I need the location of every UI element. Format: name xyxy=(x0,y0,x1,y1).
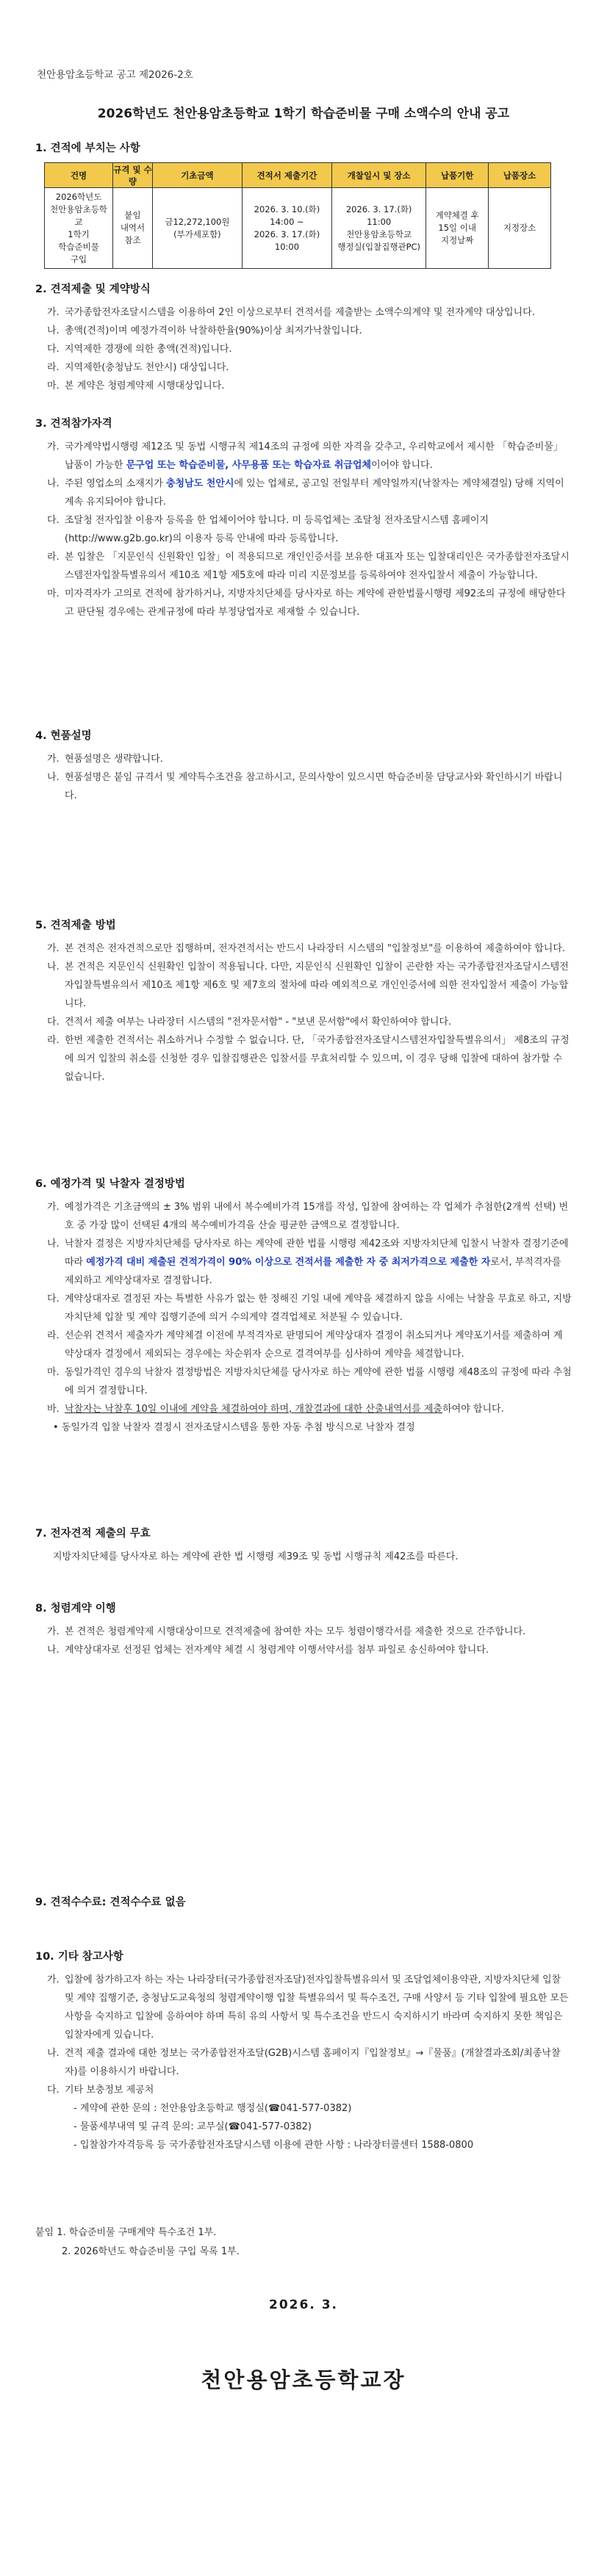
section-3-heading: 3. 견적참가자격 xyxy=(35,418,112,430)
col-name: 건명 xyxy=(45,163,113,188)
cell-line: 14:00 ~ xyxy=(270,216,304,227)
col-deadline: 납품기한 xyxy=(426,163,489,188)
cell-deadline xyxy=(426,188,489,269)
section-5-heading: 5. 견적제출 방법 xyxy=(35,920,116,931)
contact-line: - 입찰참가자격등록 등 국가종합전자조달시스템 이용에 관한 사항 : 나라장터콜센터 1588-0800 xyxy=(73,2140,474,2151)
item-marker: 가. xyxy=(47,441,60,452)
item-text: 견적서 제출 여부는 나라장터 시스템의 "전자문서함" - "보낸 문서함"에서 확인하여야 합니다. xyxy=(65,1017,452,1028)
item-marker: 나. xyxy=(47,962,60,973)
notice-number: 천안용암초등학교 공고 제2026-2호 xyxy=(37,69,193,81)
item-marker: 마. xyxy=(47,588,60,599)
col-opening: 개찰일시 및 장소 xyxy=(332,163,426,188)
item-marker: 마. xyxy=(47,380,60,392)
item-text: 에 있는 업체로, 공고일 전일부터 계약일까지(낙찰자는 계약체결일) 당해 지역이 계속 유지되어야 합니다. xyxy=(65,478,564,508)
item-text: 현품설명은 생략합니다. xyxy=(65,754,163,765)
section-6 xyxy=(35,1175,572,1437)
section-7-heading: 7. 전자견적 제출의 무효 xyxy=(35,1528,151,1540)
item-text: 선순위 견적서 제출자가 계약체결 이전에 부적격자로 판명되어 계약상대자 결정이 취소되거나 계약포기서를 제출하여 계약상대자 결정에서 제외되는 경우에는 차순위자 순으로 결격여부를 심사하여 계약을 체결합니다. xyxy=(65,1330,563,1360)
cell-line: 2026. 3. 17.(화) xyxy=(345,203,412,214)
cell-line: 1학기 xyxy=(68,228,90,239)
item-text: 로서, 부적격자를 제외하고 계약상대자로 결정합니다. xyxy=(65,1257,561,1286)
list-item xyxy=(35,1327,572,1363)
cell-line: 15일 이내 xyxy=(438,223,476,233)
item-text: 동일가격인 경우의 낙찰자 결정방법은 지방자치단체를 당사자로 하는 계약에 관한 법률 시행령 제48조의 규정에 따라 추첨에 의거 결정합니다. xyxy=(65,1367,572,1396)
item-text: 한번 제출한 견적서는 취소하거나 수정할 수 없습니다. 단, 「국가종합전자조달시스템전자입찰특별유의서」 제8조의 규정에 의거 입찰의 취소를 신청한 경우 입찰집행관은 입찰서를 무효처리할 수 있으며, 이 경우 당해 입찰에 대하여 참가할 수 없습니다. xyxy=(65,1035,570,1083)
list-item xyxy=(35,475,572,511)
highlight-text: 충청남도 천안시 xyxy=(166,478,234,489)
cell-line: 2026. 3. 10.(화) xyxy=(254,203,320,214)
section-9-heading: 9. 견적수수료: 견적수수료 없음 xyxy=(35,1897,186,1908)
section-8 xyxy=(35,1600,572,1659)
item-text: 미자격자가 고의로 견적에 참가하거나, 지방자치단체를 당사자로 하는 계약에 관한법률시행령 제92조의 규정에 해당한다고 판단될 경우에는 관계규정에 따라 부정당업자로 제재할 수 있습니다. xyxy=(65,588,566,618)
item-text: 기타 보충정보 제공처 xyxy=(65,2085,154,2096)
item-text: 견적 제출 결과에 대한 정보는 국가종합전자조달(G2B)시스템 홈페이지『입찰정보』→『물품』(개찰결과조회/최종낙찰자)를 이용하시기 바랍니다. xyxy=(65,2048,561,2077)
item-marker: 나. xyxy=(47,1238,60,1249)
list-item xyxy=(35,377,572,395)
cell-line: 천안용암초등학교 xyxy=(346,228,412,239)
item-text: 입찰에 참가하고자 하는 자는 나라장터(국가종합전자조달)전자입찰특별유의서 및 조달업체이용약관, 지방자치단체 입찰 및 계약 집행기준, 충청남도교육청의 청렴계약이행 입찰 특별유의서 및 특수조건, 구매 사양서 등 기타 입찰에 필요한 모든 사항을 숙지하고 입찰에 응하여야 하며 특히 유의 사항서 및 특수조건을 반드시 숙지하시기 바라며 숙지하지 못한 책임은 입찰자에게 있습니다. xyxy=(65,1974,569,2041)
item-text: 계약상대자로 선정된 업체는 전자계약 체결 시 청렴계약 이행서약서를 첨부 파일로 송신하여야 합니다. xyxy=(65,1645,489,1656)
col-price: 기초금액 xyxy=(152,163,242,188)
item-marker: 가. xyxy=(47,307,60,318)
item-marker: 라. xyxy=(47,1035,60,1046)
col-spec: 규격 및 수량 xyxy=(113,164,152,187)
contact-line: - 물품세부내역 및 규격 문의: 교무실(☎041-577-0382) xyxy=(73,2121,312,2132)
list-item xyxy=(35,1031,572,1086)
item-text: 지역제한 경쟁에 의한 총액(견적)입니다. xyxy=(65,344,232,355)
item-text: 조달청 전자입찰 이용자 등록을 한 업체이어야 합니다. 미 등록업체는 조달청 전자조달시스템 홈페이지(http://www.g2b.go.kr)의 이용자 등록 안내에 따라 등록합니다. xyxy=(65,515,489,544)
cell-line: 학습준비물 xyxy=(58,241,99,252)
list-item xyxy=(35,939,572,958)
cell-opening xyxy=(332,188,426,269)
item-marker: 다. xyxy=(47,515,60,526)
list-item xyxy=(35,585,572,621)
cell-line: 구입 xyxy=(70,253,87,264)
section-8-heading: 8. 청렴계약 이행 xyxy=(35,1603,116,1614)
list-item xyxy=(35,768,572,805)
list-item xyxy=(35,340,572,358)
item-text: 지역제한(충청남도 천안시) 대상입니다. xyxy=(65,362,229,373)
item-text: 본 견적은 지문인식 신원확인 입찰이 적용됩니다. 다만, 지문인식 신원확인 입찰이 곤란한 자는 국가종합전자조달시스템전자입찰특별유의서 제10조 제1항 제6호 및 제7호의 절차에 따라 예외적으로 개인인증서에 의한 전자입찰서 제출이 가능합니다. xyxy=(65,962,569,1009)
item-marker: 다. xyxy=(47,344,60,355)
item-marker: 가. xyxy=(47,1626,60,1637)
cell-period xyxy=(242,188,331,269)
list-item xyxy=(35,1641,572,1659)
item-marker: 나. xyxy=(47,2048,60,2059)
item-marker: 바. xyxy=(47,1404,60,1415)
list-item xyxy=(35,1013,572,1031)
item-marker: 가. xyxy=(47,1202,60,1213)
list-item xyxy=(35,1400,572,1418)
item-text: 본 입찰은 「지문인식 신원확인 입찰」이 적용되므로 개인인증서를 보유한 대표자 또는 입찰대리인은 국가종합전자조달시스템전자입찰특별유의서 제10조 제1항 제5호에 따라 미리 지문정보를 등록하여야 전자입찰서 제출이 가능합니다. xyxy=(65,552,570,581)
list-item xyxy=(35,958,572,1013)
list-item xyxy=(35,1971,572,2044)
list-item xyxy=(35,1290,572,1327)
cell-line: 행정실(입찰집행관PC) xyxy=(337,241,421,252)
list-item xyxy=(35,1623,572,1641)
cell-name xyxy=(45,188,113,269)
list-item xyxy=(35,2044,572,2081)
list-item xyxy=(35,322,572,340)
notice-date: 2026. 3. xyxy=(269,2298,338,2312)
item-marker: 라. xyxy=(47,362,60,373)
item-marker: 다. xyxy=(47,1017,60,1028)
item-marker: 나. xyxy=(47,325,60,336)
section-3 xyxy=(35,415,572,621)
attachments xyxy=(35,2223,240,2262)
item-text: 예정가격은 기초금액의 ± 3% 범위 내에서 복수예비가격 15개를 작성, 입찰에 참여하는 각 업체가 추첨한(2개씩 선택) 번호 중 가장 많이 선택된 4개의 복수예비가격을 산술 평균한 금액으로 결정합니다. xyxy=(65,1202,569,1231)
highlight-text: 예정가격 대비 제출된 견적가격이 90% 이상으로 견적서를 제출한 자 중 최저가격으로 제출한 자 xyxy=(86,1257,491,1268)
list-item xyxy=(35,548,572,585)
cell-line: (부가세포함) xyxy=(173,228,221,239)
item-marker: 가. xyxy=(47,1974,60,1985)
item-text: 국가종합전자조달시스템을 이용하여 2인 이상으로부터 견적서를 제출받는 소액수의계약 및 전자계약 대상입니다. xyxy=(65,307,535,318)
cell-line: 계약체결 후 xyxy=(435,210,479,220)
cell-line: 금12,272,100원 xyxy=(165,216,230,227)
item-text: 하여야 합니다. xyxy=(442,1404,504,1415)
list-item xyxy=(35,303,572,322)
list-item xyxy=(35,438,572,475)
item-marker: 가. xyxy=(47,943,60,954)
item-marker: 나. xyxy=(47,772,60,783)
section-10 xyxy=(35,1948,572,2154)
cell-line: 내역서 xyxy=(120,223,146,233)
col-place: 납품장소 xyxy=(489,163,551,188)
item-text: 본 견적은 전자견적으로만 집행하며, 전자견적서는 반드시 나라장터 시스템의 "입찰정보"를 이용하여 제출하여야 합니다. xyxy=(65,943,566,954)
section-9 xyxy=(35,1894,572,1916)
cell-price xyxy=(152,188,242,269)
item-text: 본 견적은 청렴계약제 시행대상이므로 견적제출에 참여한 자는 모두 청렴이행각서를 제출한 것으로 간주합니다. xyxy=(65,1626,526,1637)
col-period: 견적서 제출기간 xyxy=(242,163,331,188)
item-marker: 가. xyxy=(47,754,60,765)
section-1-heading: 1. 견적에 부치는 사항 xyxy=(35,142,140,154)
list-item xyxy=(35,358,572,377)
list-item xyxy=(35,511,572,548)
item-text: 본 계약은 청렴계약제 시행대상입니다. xyxy=(65,380,225,392)
cell-line: 붙임 xyxy=(124,210,141,220)
section-5 xyxy=(35,917,572,1086)
item-text: 낙찰자 결정은 지방자치단체를 당사자로 하는 계약에 관한 법률 시행령 제42조와 지방자치단체 입찰시 낙찰자 결정기준에 따라 xyxy=(65,1238,569,1268)
list-item xyxy=(35,1198,572,1235)
section-10-heading: 10. 기타 참고사항 xyxy=(35,1951,123,1963)
section-2-heading: 2. 견적제출 및 계약방식 xyxy=(35,284,151,295)
item-text: 국가계약법시행령 제12조 및 동법 시행규칙 제14조의 규정에 의한 자격을 갖추고, 우리학교에서 제시한 「학습준비물」납품이 가능한 xyxy=(65,441,563,471)
cell-line: 10:00 xyxy=(274,241,300,252)
item-marker: 다. xyxy=(47,1294,60,1305)
bullet-note: • 동일가격 입찰 낙찰자 결정시 전자조달시스템을 통한 자동 추첨 방식으로 낙찰자 결정 xyxy=(53,1422,415,1433)
list-item: 지방자치단체를 당사자로 하는 계약에 관한 법 시행령 제39조 및 동법 시행규칙 제42조를 따른다. xyxy=(53,1551,459,1562)
underlined-text: 낙찰자는 낙찰후 10일 이내에 계약을 체결하여야 하며, 개찰결과에 대한 산출내역서를 제출 xyxy=(65,1404,443,1415)
table-row xyxy=(45,188,551,269)
section-4-heading: 4. 현품설명 xyxy=(35,730,92,742)
attachment-line: 붙임 1. 학습준비물 구매계약 특수조건 1부. xyxy=(35,2227,217,2238)
item-text: 주된 영업소의 소재지가 xyxy=(65,478,163,489)
cell-line: 지정날짜 xyxy=(440,235,474,245)
cell-line: 2026. 3. 17.(화) xyxy=(254,228,320,239)
section-7 xyxy=(35,1525,572,1566)
item-text: 총액(견적)이며 예정가격이하 낙찰하한율(90%)이상 최저가낙찰입니다. xyxy=(65,325,362,336)
spec-table xyxy=(44,162,551,269)
list-item xyxy=(35,750,572,768)
item-text: 계약상대자로 결정된 자는 특별한 사유가 없는 한 정해진 기일 내에 계약을 체결하지 않을 시에는 낙찰을 무효로 하고, 지방자치단체 입찰 및 계약 집행기준에 의거 수의계약 결격업체로 처분될 수 있습니다. xyxy=(65,1294,572,1323)
section-2 xyxy=(35,281,572,395)
item-text: 현품설명은 붙임 규격서 및 계약특수조건을 참고하시고, 문의사항이 있으시면 학습준비물 담당교사와 확인하시기 바랍니다. xyxy=(65,772,563,801)
list-item xyxy=(35,1235,572,1290)
document-title: 2026학년도 천안용암초등학교 1학기 학습준비물 구매 소액수의 안내 공고 xyxy=(97,107,510,121)
item-marker: 라. xyxy=(47,552,60,563)
section-1 xyxy=(35,140,572,269)
cell-line: 참조 xyxy=(124,235,141,245)
cell-line: 2026학년도 xyxy=(55,191,102,202)
cell-place: 지정장소 xyxy=(489,188,551,269)
contact-line: - 계약에 관한 문의 : 천안용암초등학교 행정실(☎041-577-0382) xyxy=(73,2103,352,2114)
item-marker: 마. xyxy=(47,1367,60,1378)
highlight-text: 문구업 또는 학습준비물, 사무용품 또는 학습자료 취급업체 xyxy=(126,460,372,471)
cell-spec xyxy=(113,188,153,269)
item-marker: 나. xyxy=(47,1645,60,1656)
attachment-line: 2. 2026학년도 학습준비물 구입 목록 1부. xyxy=(62,2246,240,2257)
signer-name: 천안용암초등학교장 xyxy=(201,2367,406,2392)
section-4 xyxy=(35,727,572,805)
item-text: 이어야 합니다. xyxy=(371,460,433,471)
cell-line: 11:00 xyxy=(367,216,392,227)
list-item xyxy=(35,2081,572,2099)
list-item xyxy=(35,1363,572,1400)
item-marker: 나. xyxy=(47,478,60,489)
section-6-heading: 6. 예정가격 및 낙찰자 결정방법 xyxy=(35,1178,185,1190)
item-marker: 다. xyxy=(47,2085,60,2096)
item-marker: 라. xyxy=(47,1330,60,1341)
cell-line: 천안용암초등학교 xyxy=(50,203,107,227)
